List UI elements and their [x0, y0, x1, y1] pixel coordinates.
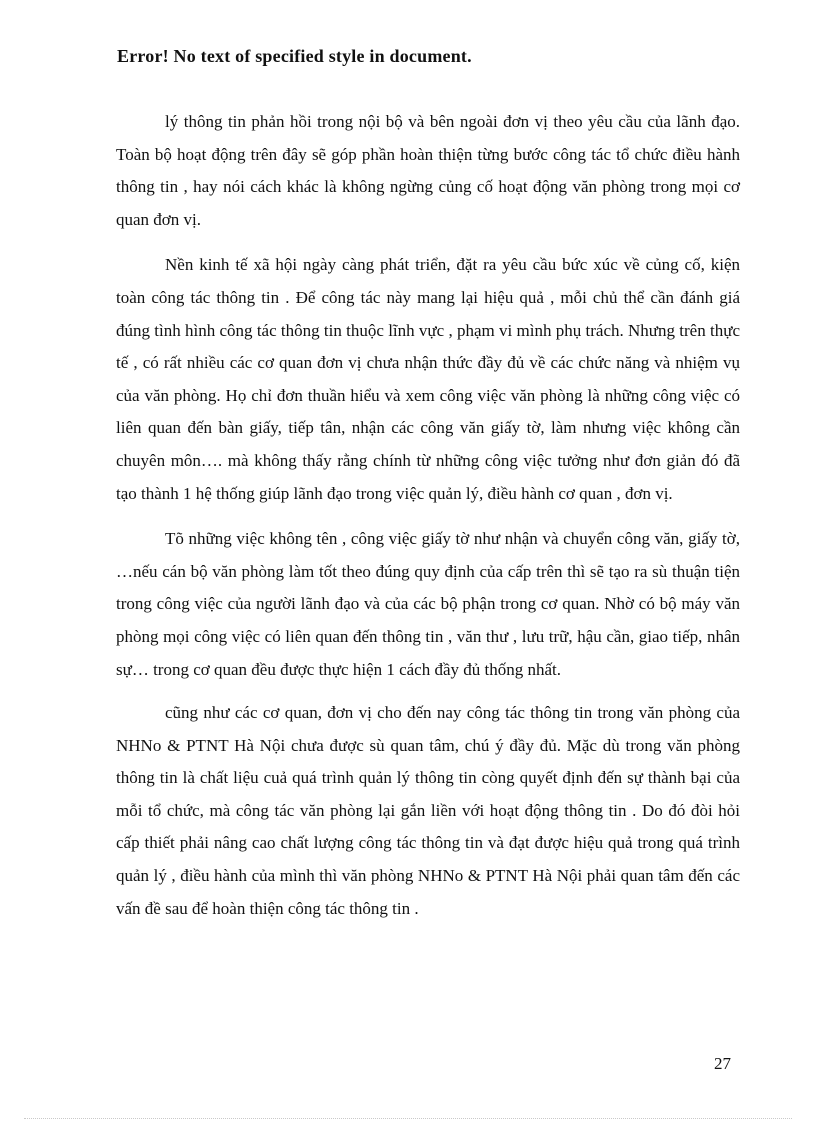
paragraph-2: Nền kinh tế xã hội ngày càng phát triển, đặt ra yêu cầu bức xúc về củng cố, kiện toàn công tác thông tin . Để công tác này mang lại hiệu quả , mỗi chủ thể cần đánh giá đúng tình hình công tác thông tin thuộc lĩnh vực , phạm vi mình phụ trách. Nhưng trên thực tế , có rất nhiều các cơ quan đơn vị chưa nhận thức đầy đủ về các chức năng và nhiệm vụ của văn phòng. Họ chỉ đơn thuần hiểu và xem công việc văn phòng là những công việc có liên quan đến bàn giấy, tiếp tân, nhận các công văn giấy tờ, làm nhưng việc không cần chuyên môn…. mà không thấy rằng chính từ những công việc tưởng như đơn giản đó đã tạo thành 1 hệ thống giúp lãnh đạo trong việc quản lý, điều hành cơ quan , đơn vị.	[116, 255, 740, 503]
body-text	[116, 106, 740, 938]
paragraph-3: Tõ những việc không tên , công việc giấy tờ như nhận và chuyển công văn, giấy tờ, …nếu cán bộ văn phòng làm tốt theo đúng quy định của cấp trên thì sẽ tạo ra sù thuận tiện trong công việc của người lãnh đạo và của các bộ phận trong cơ quan. Nhờ có bộ máy văn phòng mọi công việc có liên quan đến thông tin , văn thư , lưu trữ, hậu cần, giao tiếp, nhân sự… trong cơ quan đều được thực hiện 1 cách đầy đủ thống nhất.	[116, 529, 740, 679]
paragraph-4: cũng như các cơ quan, đơn vị cho đến nay công tác thông tin trong văn phòng của NHNo & PTNT Hà Nội chưa được sù quan tâm, chú ý đầy đủ. Mặc dù trong văn phòng thông tin là chất liệu cuả quá trình quản lý thông tin còng quyết định đến sự thành bại của mỗi tổ chức, mà công tác văn phòng lại gắn liền với hoạt động thông tin . Do đó đòi hỏi cấp thiết phải nâng cao chất lượng công tác thông tin và đạt được hiệu quả trong quá trình quản lý , điều hành của mình thì văn phòng NHNo & PTNT Hà Nội phải quan tâm đến các vấn đề sau để hoàn thiện công tác thông tin .	[116, 703, 740, 918]
page-header: Error! No text of specified style in document.	[117, 46, 472, 66]
paragraph-1: lý thông tin phản hồi trong nội bộ và bên ngoài đơn vị theo yêu cầu của lãnh đạo. Toàn bộ hoạt động trên đây sẽ góp phần hoàn thiện từng bước công tác tổ chức điều hành thông tin , hay nói cách khác là không ngừng củng cố hoạt động văn phòng trong mọi cơ quan đơn vị.	[116, 112, 740, 229]
page-number: 27	[714, 1054, 731, 1073]
page-bottom-divider	[24, 1118, 792, 1119]
